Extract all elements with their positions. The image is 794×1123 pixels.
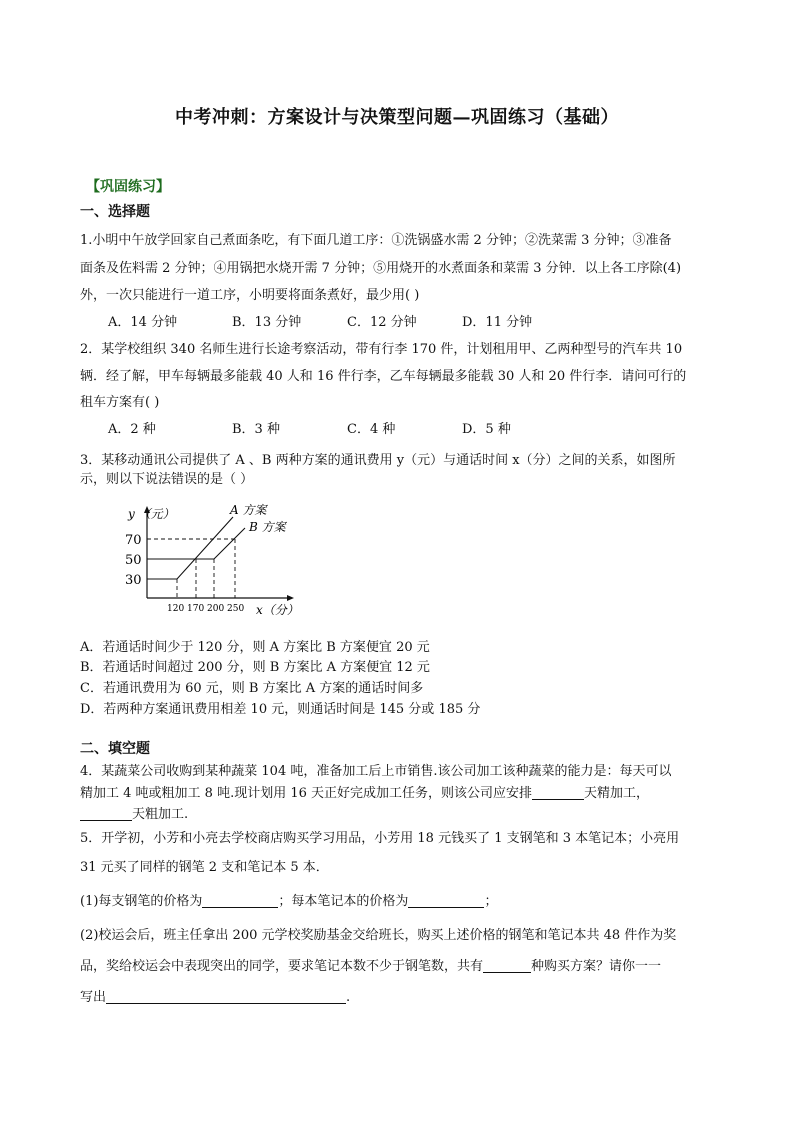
- q1-option-a: A．14 分钟: [108, 315, 178, 330]
- page-title: 中考冲刺：方案设计与决策型问题—巩固练习（基础）: [175, 107, 619, 128]
- q3-option-d: D．若两种方案通讯费用相差 10 元，则通话时间是 145 分或 185 分: [80, 702, 481, 717]
- graph-ytick-30: 30: [125, 573, 142, 588]
- q1-option-b: B．13 分钟: [232, 315, 302, 330]
- q2-option-c: C．4 种: [347, 422, 396, 437]
- q2-line1: 2．某学校组织 340 名师生进行长途考察活动，带有行李 170 件，计划租用甲、乙两种型号的汽车共 10: [80, 342, 683, 357]
- graph-xtick-170: 170: [187, 604, 205, 614]
- plan-a-line: [147, 517, 233, 579]
- q3-line2: 示，则以下说法错误的是（ ）: [80, 472, 254, 487]
- q2-line3: 租车方案有( ): [80, 395, 160, 410]
- q3-graph: [118, 500, 308, 618]
- q2-line2: 辆．经了解，甲车每辆最多能载 40 人和 16 件行李，乙车每辆最多能载 30 人和 20 件行李．请问可行的: [80, 369, 687, 384]
- q2-option-d: D．5 种: [462, 422, 511, 437]
- q5-line1: 5．开学初，小芳和小亮去学校商店购买学习用品，小芳用 18 元钱买了 1 支钢笔和 3 本笔记本；小亮用: [80, 831, 680, 846]
- plan-a-label: A 方案: [230, 503, 267, 517]
- graph-ytick-70: 70: [125, 533, 142, 548]
- q5-part2-period: .: [346, 990, 351, 1005]
- q5-line2: 31 元买了同样的钢笔 2 支和笔记本 5 本．: [80, 860, 329, 875]
- q1-option-d: D．11 分钟: [462, 315, 533, 330]
- q5-blank-plans[interactable]: [106, 989, 346, 1004]
- q3-option-a: A．若通话时间少于 120 分，则 A 方案比 B 方案便宜 20 元: [80, 640, 430, 655]
- q2-option-a: A．2 种: [108, 422, 156, 437]
- q5-part1-text: (1)每支钢笔的价格为: [80, 894, 203, 909]
- plan-b-label: B 方案: [249, 520, 286, 534]
- q5-part2-line1: (2)校运会后，班主任拿出 200 元学校奖励基金交给班长，购买上述价格的钢笔和笔记本共 48 件作为奖: [80, 928, 677, 943]
- graph-xtick-200: 200: [207, 604, 225, 614]
- q5-part2-write: 写出: [80, 990, 107, 1005]
- q1-line3: 外，一次只能进行一道工序，小明要将面条煮好，最少用( ): [80, 288, 420, 303]
- section-heading-choice: 一、选择题: [80, 204, 150, 220]
- q5-part2-tail: 种购买方案？请你一一: [531, 959, 662, 974]
- q3-line1: 3．某移动通讯公司提供了 A 、B 两种方案的通讯费用 y（元）与通话时间 x（分）之间的关系，如图所: [80, 453, 676, 468]
- q4-line2-text: 精加工 4 吨或粗加工 8 吨.现计划用 16 天正好完成加工任务，则该公司应安排: [80, 786, 533, 801]
- q1-option-c: C．12 分钟: [347, 315, 417, 330]
- q4-line2-tail: 天精加工，: [584, 786, 650, 801]
- q1-line2: 面条及佐料需 2 分钟；④用锅把水烧开需 7 分钟；⑤用烧开的水煮面条和菜需 3 分钟．以上各工序除(4): [80, 261, 682, 276]
- q5-part2-text: 品，奖给校运会中表现突出的同学，要求笔记本数不少于钢笔数，共有: [80, 959, 484, 974]
- q4-line1: 4．某蔬菜公司收购到某种蔬菜 104 吨，准备加工后上市销售.该公司加工该种蔬菜的能力是：每天可以: [80, 764, 672, 779]
- q5-blank-notebook-price[interactable]: [408, 893, 484, 908]
- graph-x-label: x（分）: [256, 603, 299, 617]
- graph-x-arrow: [287, 595, 294, 601]
- q5-blank-plan-count[interactable]: [483, 958, 531, 973]
- q5-part1-mid: ；每本笔记本的价格为: [278, 894, 409, 909]
- q5-part2-line3: [80, 986, 720, 1005]
- q4-blank-1[interactable]: [532, 785, 584, 800]
- graph-xtick-250: 250: [227, 604, 245, 614]
- q4-line3: [80, 803, 720, 822]
- plan-b-line: [147, 528, 245, 559]
- graph-xtick-120: 120: [167, 604, 185, 614]
- q3-option-b: B．若通话时间超过 200 分，则 B 方案比 A 方案便宜 12 元: [80, 660, 430, 675]
- q5-part1: [80, 890, 720, 909]
- q4-line2: [80, 782, 720, 801]
- graph-ytick-50: 50: [125, 553, 142, 568]
- section-tag: 【巩固练习】: [86, 179, 170, 195]
- q2-option-b: B．3 种: [232, 422, 280, 437]
- q4-blank-2[interactable]: [80, 806, 132, 821]
- q3-option-c: C．若通讯费用为 60 元，则 B 方案比 A 方案的通话时间多: [80, 681, 424, 696]
- q1-line1: 1.小明中午放学回家自己煮面条吃，有下面几道工序：①洗锅盛水需 2 分钟；②洗菜需 3 分钟；③准备: [80, 233, 672, 248]
- graph-y-label: y （元）: [128, 507, 175, 521]
- q5-part2-line2: [80, 955, 720, 974]
- section-heading-fill: 二、填空题: [80, 741, 150, 757]
- q5-part1-end: ；: [484, 894, 498, 909]
- q5-blank-pen-price[interactable]: [202, 893, 278, 908]
- q4-line3-text: 天粗加工.: [132, 807, 189, 822]
